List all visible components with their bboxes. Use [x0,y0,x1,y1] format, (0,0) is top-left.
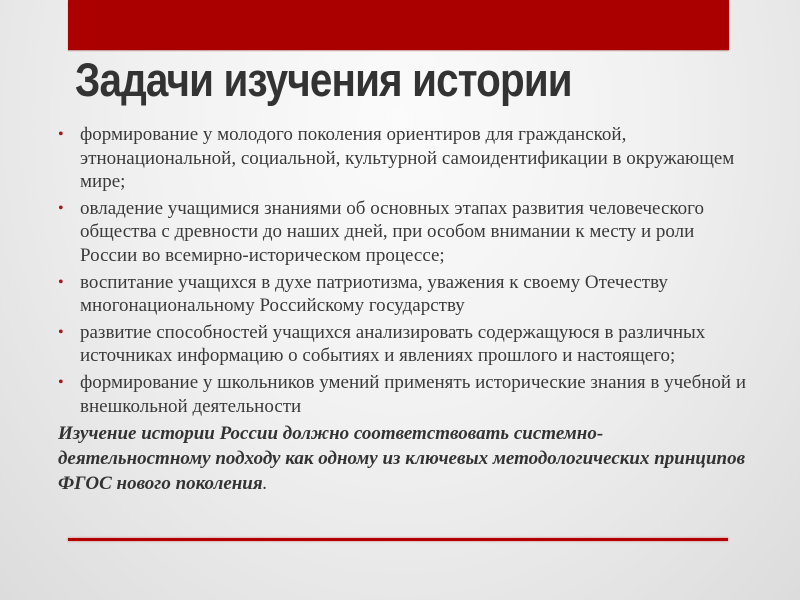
list-item [58,371,748,418]
bullet-text: развитие способностей учащихся анализировать содержащуюся в различных источниках информацию о событиях и явлениях прошлого и настоящего; [80,321,706,367]
slide-title: Задачи изучения истории [75,53,572,106]
bottom-divider [68,538,728,541]
bullet-list [58,123,748,418]
bullet-icon: • [58,126,64,143]
conclusion-text: Изучение истории России должно соответствовать системно-деятельностному подходу как одному из ключевых методологических принципов ФГОС нового поколения [58,423,746,495]
conclusion-paragraph [58,421,748,496]
top-accent-bar [68,0,729,50]
list-item [58,123,748,194]
list-item [58,197,748,268]
list-item [58,321,748,368]
bullet-icon: • [58,199,64,217]
slide-content [58,123,748,496]
bullet-text: овладение учащимися знаниями об основных этапах развития человеческого общества с древности до наших дней, при особом внимании к месту и роли России во всемирно-историческом процессе; [80,197,704,266]
bullet-text: формирование у школьников умений применять исторические знания в учебной и внешкольной деятельности [80,371,746,417]
bullet-icon: • [58,323,64,341]
bullet-icon: • [58,273,64,291]
bullet-text: воспитание учащихся в духе патриотизма, уважения к своему Отечеству многонациональному Российскому государству [80,271,668,317]
bullet-text: формирование у молодого поколения ориентиров для гражданской, этнонациональной, социальной, культурной самоидентификации в окружающем мире; [80,124,735,193]
bullet-icon: • [58,373,64,391]
list-item [58,271,748,318]
conclusion-period: . [262,473,268,495]
